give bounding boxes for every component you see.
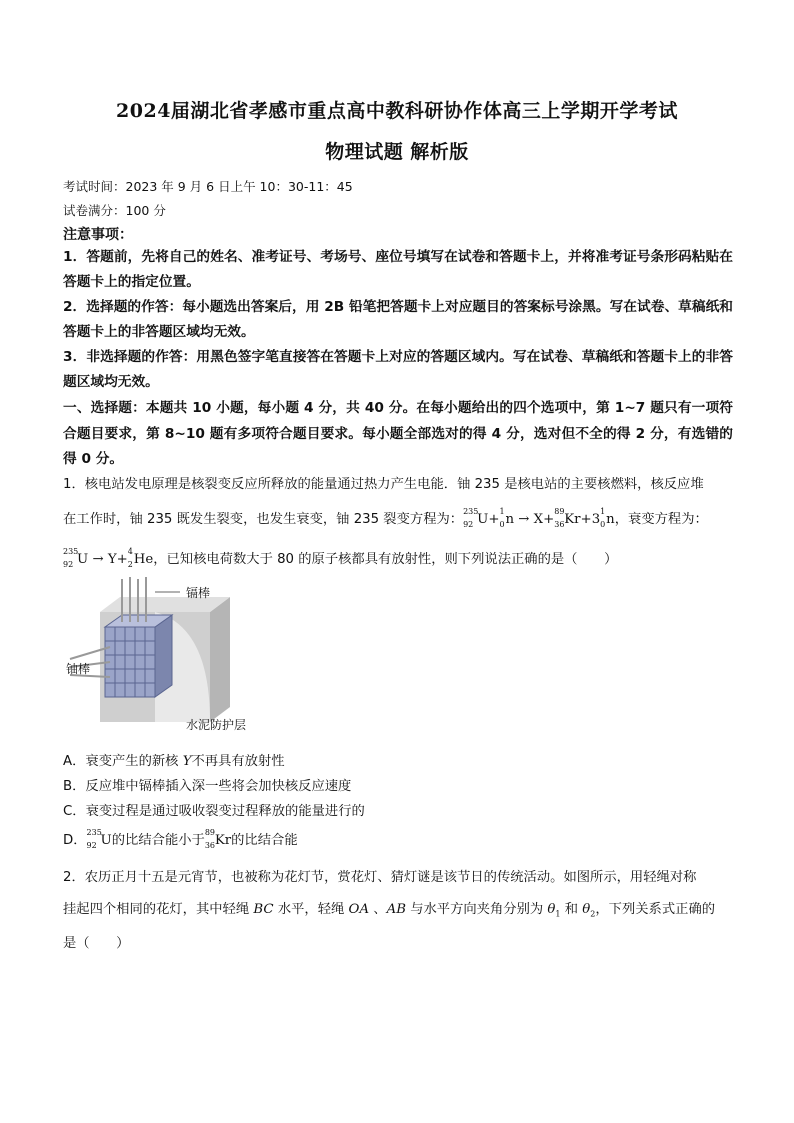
reactor-figure (60, 577, 260, 737)
q2-line1: 2．农历正月十五是元宵节，也被称为花灯节，赏花灯、猜灯谜是该节日的传统活动。如图所示，用轻绳对称 (63, 870, 697, 885)
q1-option-b: B．反应堆中镉棒插入深一些将会加快核反应速度 (63, 779, 352, 794)
q2-line3: 是（ ） (63, 936, 130, 951)
decay-equation: 235 92 U → Y+ 4 2 He (63, 547, 154, 569)
exam-time: 考试时间：2023 年 9 月 6 日上午 10：30-11：45 (63, 179, 353, 194)
q2-line2: 挂起四个相同的花灯，其中轻绳 BC 水平，轻绳 OA 、AB 与水平方向夹角分别为 $\theta_1$ 和 $\theta_2$，下列关系式正确的 (63, 902, 716, 919)
notice-heading: 注意事项： (63, 227, 133, 243)
exam-title-line2: 物理试题 解析版 (325, 141, 469, 163)
section-1-instructions: 一、选择题：本题共 10 小题，每小题 4 分，共 40 分。在每小题给出的四个选项中，第 1~7 题只有一项符合题目要求，第 8~10 题有多项符合题目要求。每小题全部选对的得 4 分，选对但不全的得 2 分，有选错的得 0 分。 (63, 400, 733, 467)
concrete-top (100, 597, 230, 612)
label-concrete: 水泥防护层 (186, 718, 247, 732)
q1-option-c: C．衰变过程是通过吸收裂变过程释放的能量进行的 (63, 804, 365, 819)
notice-item-3: 3．非选择题的作答：用黑色签字笔直接答在答题卡上对应的答题区域内。写在试卷、草稿纸和答题卡上的非答题区域均无效。 (63, 349, 733, 390)
exam-title-line1: 2024届湖北省孝感市重点高中教科研协作体高三上学期开学考试 (116, 100, 678, 122)
q1-line2: 在工作时，铀 235 既发生裂变，也发生衰变，铀 235 裂变方程为： 235 92 U+ 1 0 n → X+ 89 36 Kr+3 1 0 n，衰变方程为： (63, 507, 708, 529)
label-uranium-rod: 铀棒 (66, 662, 91, 676)
notice-item-1: 1．答题前，先将自己的姓名、准考证号、考场号、座位号填写在试卷和答题卡上，并将准考证号条形码粘贴在答题卡上的指定位置。 (63, 249, 733, 290)
fission-equation: 235 92 U+ 1 0 n → X+ 89 36 Kr+3 1 0 n (463, 507, 615, 529)
label-cadmium-rod: 镉棒 (186, 586, 211, 600)
notice-item-2: 2．选择题的作答：每小题选出答案后，用 2B 铅笔把答题卡上对应题目的答案标号涂黑。写在试卷、草稿纸和答题卡上的非答题区域均无效。 (63, 299, 733, 340)
full-score: 试卷满分：100 分 (63, 203, 166, 218)
fuel-grid (105, 615, 172, 697)
q1-option-a: A．衰变产生的新核 Y不再具有放射性 (63, 754, 285, 769)
concrete-side (210, 597, 230, 722)
q1-line1: 1．核电站发电原理是核裂变反应所释放的能量通过热力产生电能．铀 235 是核电站的主要核燃料，核反应堆 (63, 477, 704, 492)
q1-option-d: D． 235 92 U的比结合能小于 89 36 Kr的比结合能 (63, 828, 298, 850)
q1-line3: 235 92 U → Y+ 4 2 He，已知核电荷数大于 80 的原子核都具有放射性，则下列说法正确的是（ ） (63, 547, 618, 569)
